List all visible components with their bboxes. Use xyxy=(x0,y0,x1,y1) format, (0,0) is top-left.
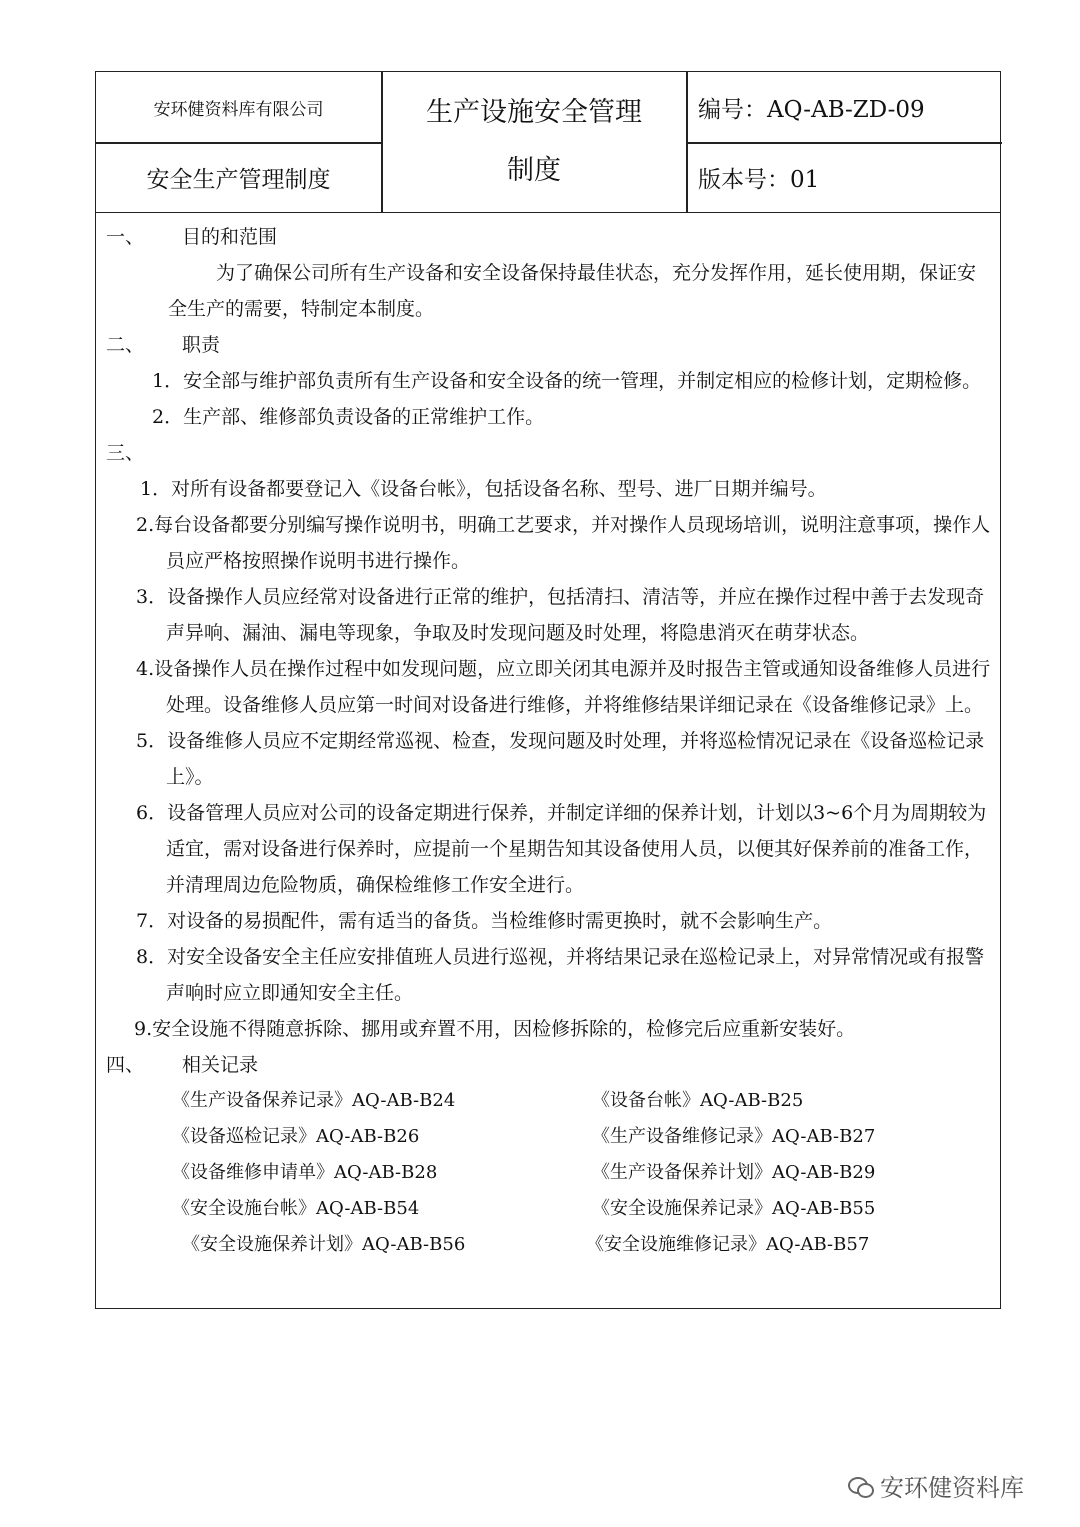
title-line-1: 生产设施安全管理 xyxy=(426,97,642,128)
wechat-icon xyxy=(848,1475,874,1497)
record-item: 《生产设备保养计划》AQ-AB-B29 xyxy=(592,1162,876,1183)
section-heading: 四、 相关记录 xyxy=(106,1054,259,1076)
record-item: 《安全设施维修记录》AQ-AB-B57 xyxy=(586,1234,870,1255)
document-body xyxy=(96,213,1002,1263)
record-row xyxy=(96,1155,1002,1191)
section-heading: 三、 xyxy=(106,442,145,464)
list-item: 3．设备操作人员应经常对设备进行正常的维护，包括清扫、清洁等，并应在操作过程中善于去发现奇声异响、漏油、漏电等现象，争取及时发现问题及时处理，将隐患消灭在萌芽状态。 xyxy=(136,586,985,644)
list-item: 2．生产部、维修部负责设备的正常维护工作。 xyxy=(152,406,545,428)
list-item: 5．设备维修人员应不定期经常巡视、检查，发现问题及时处理，并将巡检情况记录在《设备巡检记录上》。 xyxy=(136,730,985,788)
section-heading: 一、 目的和范围 xyxy=(106,226,278,248)
section-heading: 二、 职责 xyxy=(106,334,221,356)
record-row xyxy=(96,1227,1002,1263)
paragraph: 为了确保公司所有生产设备和安全设备保持最佳状态，充分发挥作用，延长使用期，保证安全生产的需要，特制定本制度。 xyxy=(168,262,977,320)
record-row xyxy=(96,1191,1002,1227)
list-item: 7．对设备的易损配件，需有适当的备货。当检维修时需更换时，就不会影响生产。 xyxy=(136,910,833,932)
record-row xyxy=(96,1083,1002,1119)
record-item: 《安全设施保养记录》AQ-AB-B55 xyxy=(592,1198,876,1219)
record-item: 《设备巡检记录》AQ-AB-B26 xyxy=(172,1126,420,1147)
record-item: 《设备台帐》AQ-AB-B25 xyxy=(592,1090,804,1111)
list-item: 4.设备操作人员在操作过程中如发现问题，应立即关闭其电源并及时报告主管或通知设备维修人员进行处理。设备维修人员应第一时间对设备进行维修，并将维修结果详细记录在《设备维修记录》上。 xyxy=(136,658,991,716)
list-item: 1．安全部与维护部负责所有生产设备和安全设备的统一管理，并制定相应的检修计划，定期检修。 xyxy=(152,370,982,392)
list-item: 1．对所有设备都要登记入《设备台帐》，包括设备名称、型号、进厂日期并编号。 xyxy=(140,478,827,500)
list-item: 2.每台设备都要分别编写操作说明书，明确工艺要求，并对操作人员现场培训，说明注意事项，操作人员应严格按照操作说明书进行操作。 xyxy=(136,514,991,572)
document-version: 版本号：01 xyxy=(698,166,820,193)
record-item: 《安全设施保养计划》AQ-AB-B56 xyxy=(182,1234,466,1255)
header-table xyxy=(96,72,1000,213)
watermark-text: 安环健资料库 xyxy=(880,1474,1024,1502)
document-code: 编号：AQ-AB-ZD-09 xyxy=(698,96,925,123)
system-name: 安全生产管理制度 xyxy=(146,166,331,193)
record-item: 《设备维修申请单》AQ-AB-B28 xyxy=(172,1162,438,1183)
document-title xyxy=(382,72,686,212)
record-item: 《安全设施台帐》AQ-AB-B54 xyxy=(172,1198,420,1219)
list-item: 8．对安全设备安全主任应安排值班人员进行巡视，并将结果记录在巡检记录上，对异常情况或有报警声响时应立即通知安全主任。 xyxy=(136,946,985,1004)
list-item: 9.安全设施不得随意拆除、挪用或弃置不用，因检修拆除的，检修完后应重新安装好。 xyxy=(134,1018,856,1040)
document-frame xyxy=(95,71,1001,1309)
record-row xyxy=(96,1119,1002,1155)
list-item: 6．设备管理人员应对公司的设备定期进行保养，并制定详细的保养计划，计划以3~6个月为周期较为适宜，需对设备进行保养时，应提前一个星期告知其设备使用人员，以便其好保养前的准备工作，并清理周边危险物质，确保检维修工作安全进行。 xyxy=(136,802,987,896)
record-item: 《生产设备维修记录》AQ-AB-B27 xyxy=(592,1126,876,1147)
title-line-2: 制度 xyxy=(507,155,561,186)
record-item: 《生产设备保养记录》AQ-AB-B24 xyxy=(172,1090,456,1111)
company-name: 安环健资料库有限公司 xyxy=(153,99,324,120)
watermark xyxy=(848,1468,1024,1503)
